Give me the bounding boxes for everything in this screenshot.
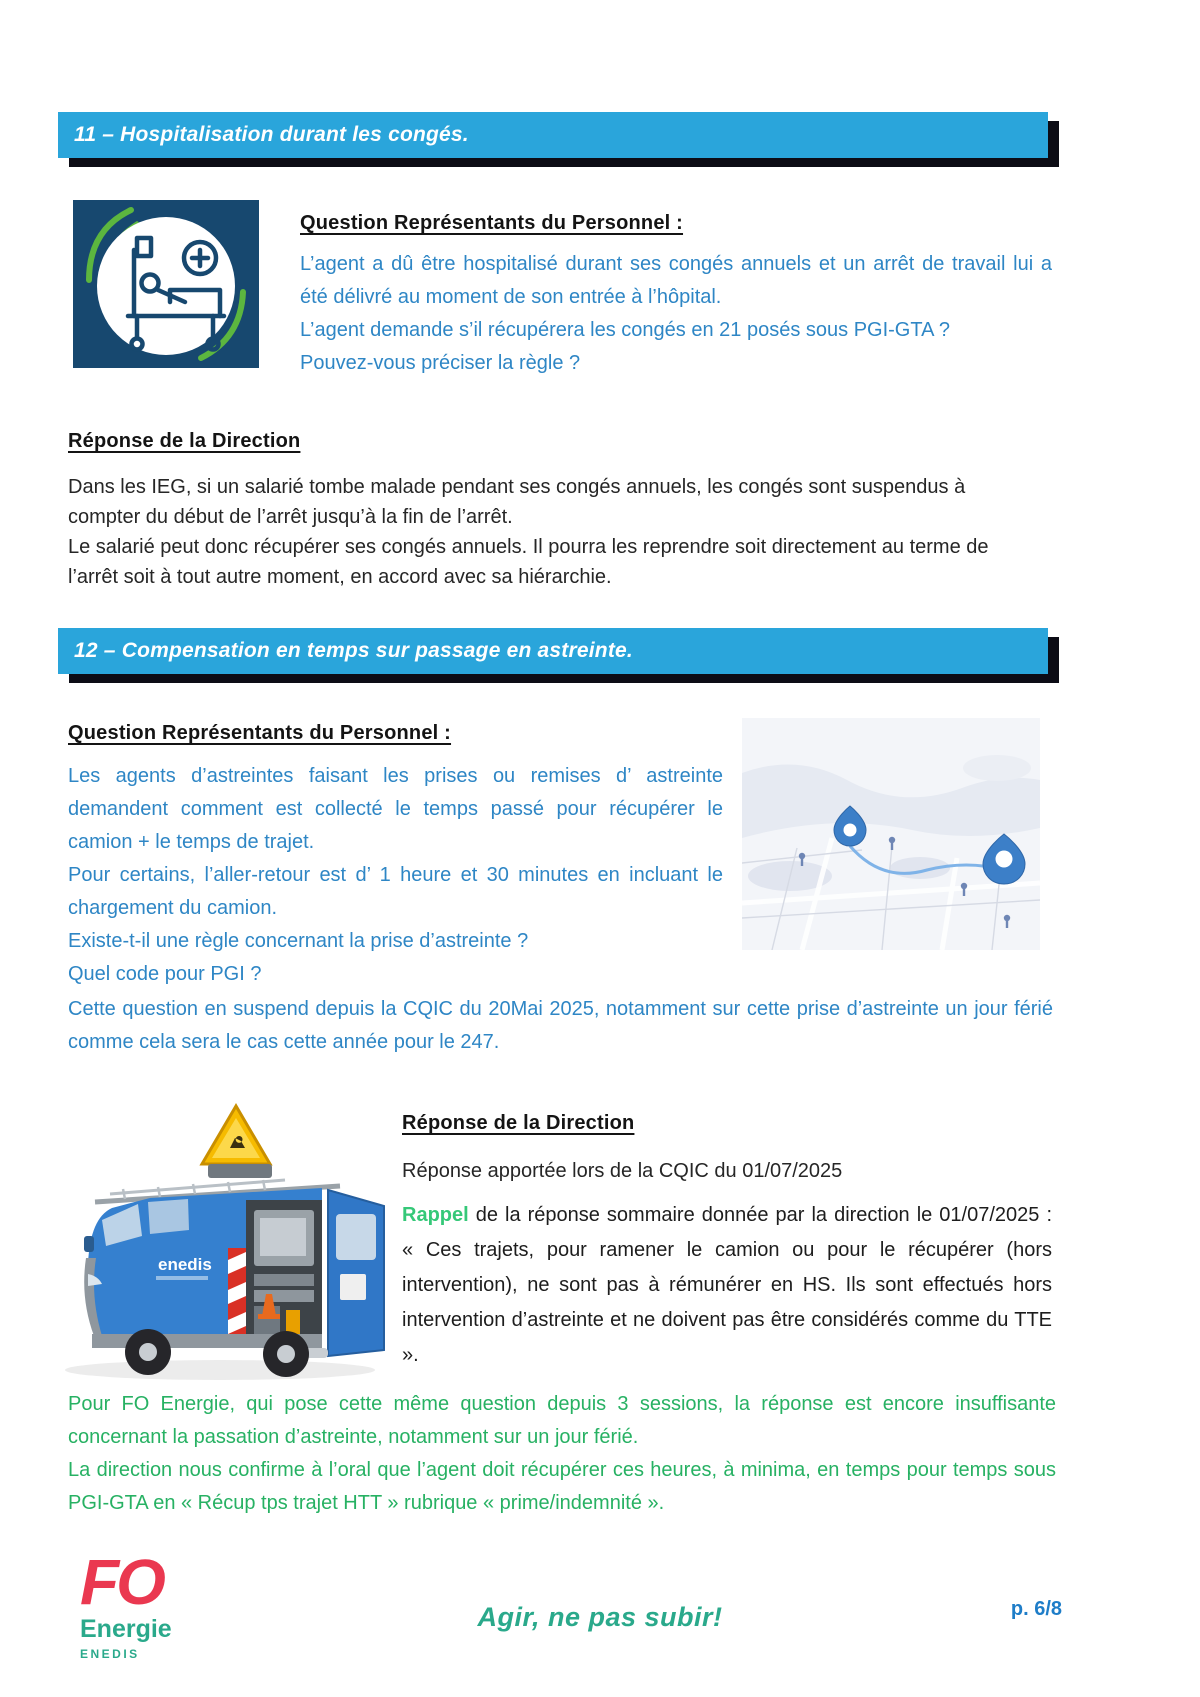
section-11-title: 11 – Hospitalisation durant les congés.	[74, 123, 469, 146]
question-paragraph: Pour certains, l’aller-retour est d’ 1 heure et 30 minutes en incluant le chargement du camion.	[68, 864, 723, 919]
section-12-question-text	[68, 760, 723, 991]
rappel-label: Rappel	[402, 1204, 469, 1226]
question-paragraph: L’agent demande s’il récupérera les congés en 21 posés sous PGI-GTA ?	[300, 319, 951, 341]
section-12-title: 12 – Compensation en temps sur passage en astreinte.	[74, 639, 633, 662]
section-11-answer-text	[68, 472, 1018, 592]
page-number: p. 6/8	[1010, 1598, 1062, 1620]
hospital-bed-icon	[73, 200, 259, 368]
fo-logo-division: Energie	[80, 1614, 172, 1643]
map-route-pins-image	[742, 718, 1040, 950]
enedis-van-image	[40, 1098, 390, 1390]
fo-comment-paragraph: La direction nous confirme à l’oral que l’agent doit récupérer ces heures, à minima, en temps pour temps sous PGI-GTA en « Récup tps trajet HTT » rubrique « prime/indemnité ».	[68, 1459, 1056, 1514]
fo-comment-paragraph: Pour FO Energie, qui pose cette même question depuis 3 sessions, la réponse est encore insuffisante concernant la passation d’astreinte, notamment sur un jour férié.	[68, 1393, 1056, 1448]
section-12-answer-heading: Réponse de la Direction	[402, 1112, 635, 1134]
section-11-answer-heading: Réponse de la Direction	[68, 430, 301, 452]
section-12-question-heading: Question Représentants du Personnel :	[68, 722, 452, 744]
van-brand-label: enedis	[158, 1255, 212, 1274]
fo-energie-logo	[80, 1546, 220, 1661]
section-11-question-heading: Question Représentants du Personnel :	[300, 212, 684, 234]
fo-logo-company: ENEDIS	[80, 1646, 140, 1661]
question-paragraph: Existe-t-il une règle concernant la prise d’astreinte ?	[68, 930, 529, 952]
question-paragraph: Quel code pour PGI ?	[68, 963, 262, 985]
answer-paragraph: Dans les IEG, si un salarié tombe malade pendant ses congés annuels, les congés sont suspendus à compter du début de l’arrêt jusqu’à la fin de l’arrêt.	[68, 476, 966, 528]
section-11-question-text	[300, 248, 1052, 380]
section-12-title-bar	[58, 628, 1048, 674]
section-12-answer-intro: Réponse apportée lors de la CQIC du 01/07/2025	[402, 1160, 843, 1182]
question-paragraph: Les agents d’astreintes faisant les prises ou remises d’ astreinte demandent comment est collecté le temps passé pour récupérer le camion + le temps de trajet.	[68, 765, 723, 853]
section-12-question-followup	[68, 993, 1053, 1059]
section-12-rappel-paragraph	[402, 1198, 1052, 1373]
section-11-title-bar	[58, 112, 1048, 158]
fo-commentary	[68, 1388, 1056, 1520]
question-paragraph: L’agent a dû être hospitalisé durant ses congés annuels et un arrêt de travail lui a été délivré au moment de son entrée à l’hôpital.	[300, 253, 1052, 308]
fo-logo-brand: FO	[80, 1546, 163, 1618]
footer-slogan: Agir, ne pas subir!	[477, 1602, 723, 1632]
question-paragraph: Pouvez-vous préciser la règle ?	[300, 352, 581, 374]
question-paragraph: Cette question en suspend depuis la CQIC du 20Mai 2025, notamment sur cette prise d’astreinte un jour férié comme cela sera le cas cette année pour le 247.	[68, 998, 1053, 1053]
rappel-text: de la réponse sommaire donnée par la direction le 01/07/2025 : « Ces trajets, pour ramener le camion ou pour le récupérer (hors intervention), ne sont pas à rémunérer en HS. Ils sont effectués hors intervention d’astreinte et ne doivent pas être considérés comme du TTE ».	[402, 1204, 1052, 1366]
answer-paragraph: Le salarié peut donc récupérer ses congés annuels. Il pourra les reprendre soit directement au terme de l’arrêt soit à tout autre moment, en accord avec sa hiérarchie.	[68, 536, 989, 588]
